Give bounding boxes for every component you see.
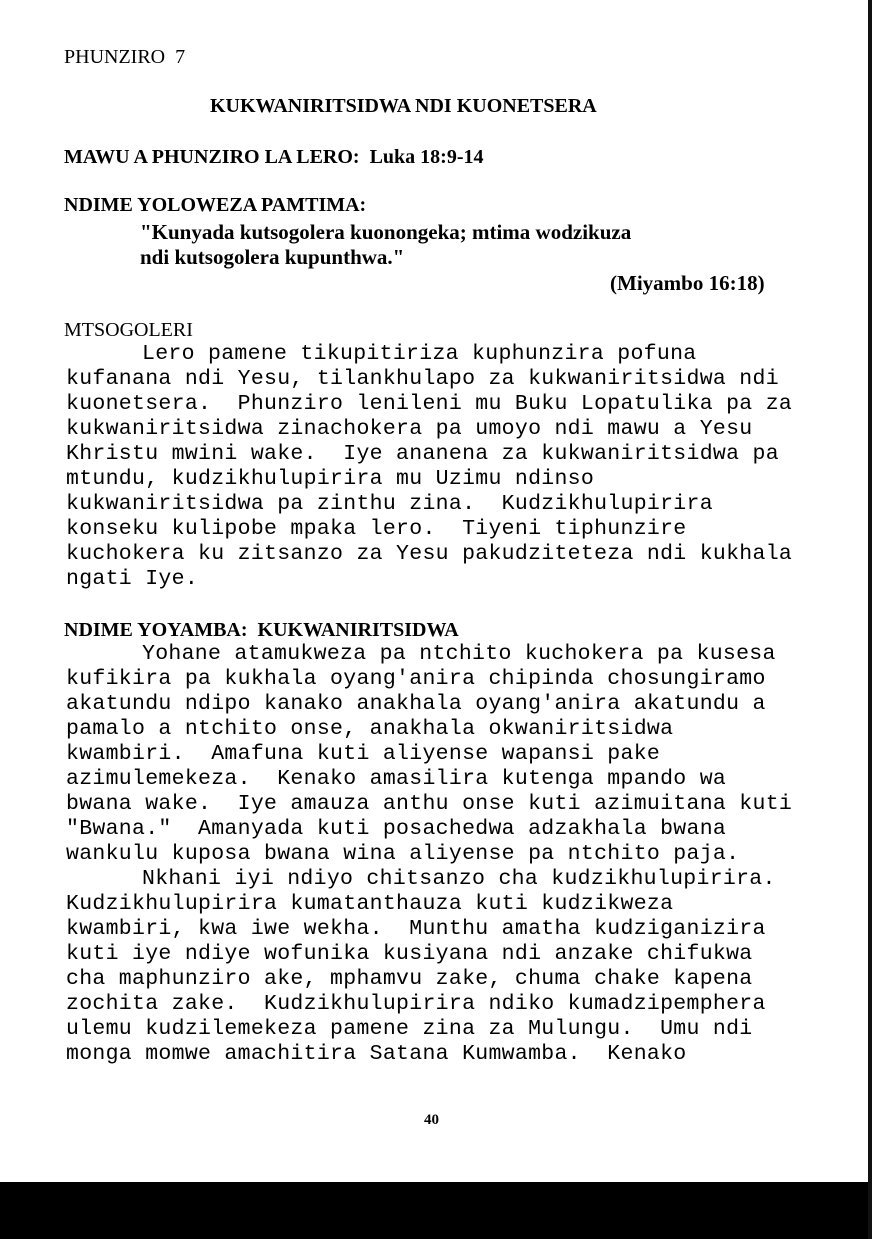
text-line: Nkhani iyi ndiyo chitsanzo cha kudzikhulupirira. (142, 867, 776, 891)
text-line: Lero pamene tikupitiriza kuphunzira pofuna (142, 342, 697, 366)
scripture-reading: MAWU A PHUNZIRO LA LERO: Luka 18:9-14 (64, 146, 484, 168)
lesson-number: PHUNZIRO 7 (64, 46, 186, 68)
memory-verse-line: ndi kutsogolera kupunthwa." (140, 245, 405, 269)
text-line: zochita zake. Kudzikhulupirira ndiko kumadzipemphera (66, 992, 766, 1016)
scan-border-bottom (0, 1182, 872, 1239)
text-line: akatundu ndipo kanako anakhala oyang'anira akatundu a (66, 692, 766, 716)
text-line: kukwaniritsidwa pa zinthu zina. Kudzikhulupirira (66, 492, 713, 516)
memory-verse-label: NDIME YOLOWEZA PAMTIMA: (64, 194, 367, 216)
text-line: azimulemekeza. Kenako amasilira kutenga mpando wa (66, 767, 727, 791)
text-line: Yohane atamukweza pa ntchito kuchokera pa kusesa (142, 642, 776, 666)
text-line: Kudzikhulupirira kumatanthauza kuti kudzikweza (66, 892, 674, 916)
text-line: kukwaniritsidwa zinachokera pa umoyo ndi mawu a Yesu (66, 417, 753, 441)
text-line: ulemu kudzilemekeza pamene zina za Mulungu. Umu ndi (66, 1017, 753, 1041)
lesson-title: KUKWANIRITSIDWA NDI KUONETSERA (210, 95, 597, 117)
text-line: kufikira pa kukhala oyang'anira chipinda chosungiramo (66, 667, 766, 691)
text-line: ngati Iye. (66, 567, 199, 591)
text-line: "Bwana." Amanyada kuti posachedwa adzakhala bwana (66, 817, 727, 841)
text-line: bwana wake. Iye amauza anthu onse kuti azimuitana kuti (66, 792, 793, 816)
text-line: monga momwe amachitira Satana Kumwamba. Kenako (66, 1042, 687, 1066)
text-line: kuonetsera. Phunziro lenileni mu Buku Lopatulika pa za (66, 392, 793, 416)
text-line: Khristu mwini wake. Iye ananena za kukwaniritsidwa pa (66, 442, 779, 466)
text-line: kuti iye ndiye wofunika kusiyana ndi anzake chifukwa (66, 942, 753, 966)
text-line: cha maphunziro ake, mphamvu zake, chuma chake kapena (66, 967, 753, 991)
scan-border-right (868, 0, 872, 1239)
text-line: wankulu kuposa bwana wina aliyense pa ntchito paja. (66, 842, 740, 866)
text-line: kuchokera ku zitsanzo za Yesu pakudziteteza ndi kukhala (66, 542, 793, 566)
intro-heading: MTSOGOLERI (64, 319, 193, 341)
text-line: kwambiri, kwa iwe wekha. Munthu amatha kudziganizira (66, 917, 766, 941)
text-line: mtundu, kudzikhulupirira mu Uzimu ndinso (66, 467, 595, 491)
page-number: 40 (424, 1112, 439, 1128)
text-line: pamalo a ntchito onse, anakhala okwaniritsidwa (66, 717, 674, 741)
section-heading: NDIME YOYAMBA: KUKWANIRITSIDWA (64, 619, 459, 641)
text-line: kufanana ndi Yesu, tilankhulapo za kukwaniritsidwa ndi (66, 367, 779, 391)
text-line: konseku kulipobe mpaka lero. Tiyeni tiphunzire (66, 517, 687, 541)
memory-verse-reference: (Miyambo 16:18) (610, 271, 765, 295)
memory-verse-line: "Kunyada kutsogolera kuonongeka; mtima wodzikuza (140, 220, 632, 244)
text-line: kwambiri. Amafuna kuti aliyense wapansi pake (66, 742, 661, 766)
